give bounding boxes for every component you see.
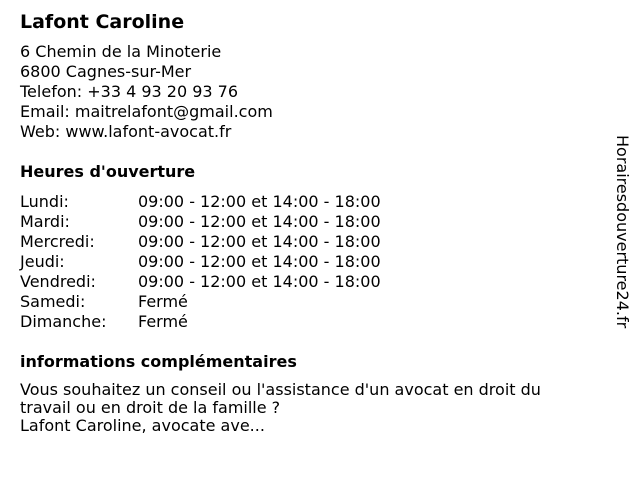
business-name: Lafont Caroline [20, 11, 185, 33]
brand-watermark: Horairesdouverture24.fr [613, 135, 632, 329]
extra-info-paragraph-2: Lafont Caroline, avocate ave... [20, 416, 265, 435]
hours-row-tuesday [20, 212, 580, 232]
day-time: Fermé [138, 292, 188, 311]
address-line-1: 6 Chemin de la Minoterie [20, 42, 222, 61]
day-label: Jeudi: [20, 252, 65, 271]
hours-row-friday [20, 272, 580, 292]
business-card [20, 10, 580, 435]
address-line-2: 6800 Cagnes-sur-Mer [20, 62, 192, 81]
phone-line: Telefon: +33 4 93 20 93 76 [20, 82, 239, 101]
day-label: Vendredi: [20, 272, 96, 291]
day-time: 09:00 - 12:00 et 14:00 - 18:00 [138, 252, 381, 271]
extra-info-paragraph: Vous souhaitez un conseil ou l'assistance d'un avocat en droit du travail ou en droit de la famille ? [20, 380, 541, 417]
email-line: Email: maitrelafont@gmail.com [20, 102, 273, 121]
hours-row-sunday [20, 312, 580, 332]
hours-row-wednesday [20, 232, 580, 252]
hours-title: Heures d'ouverture [20, 162, 196, 181]
day-time: 09:00 - 12:00 et 14:00 - 18:00 [138, 192, 381, 211]
day-time: 09:00 - 12:00 et 14:00 - 18:00 [138, 272, 381, 291]
hours-row-saturday [20, 292, 580, 312]
day-label: Dimanche: [20, 312, 107, 331]
day-label: Samedi: [20, 292, 86, 311]
day-label: Lundi: [20, 192, 69, 211]
day-label: Mardi: [20, 212, 70, 231]
day-time: Fermé [138, 312, 188, 331]
hours-row-thursday [20, 252, 580, 272]
web-line: Web: www.lafont-avocat.fr [20, 122, 232, 141]
day-label: Mercredi: [20, 232, 95, 251]
day-time: 09:00 - 12:00 et 14:00 - 18:00 [138, 232, 381, 251]
hours-row-monday [20, 192, 580, 212]
extra-info-title: informations complémentaires [20, 352, 297, 371]
day-time: 09:00 - 12:00 et 14:00 - 18:00 [138, 212, 381, 231]
contact-block [20, 42, 580, 142]
hours-table [20, 192, 580, 332]
extra-info-text [20, 381, 550, 435]
